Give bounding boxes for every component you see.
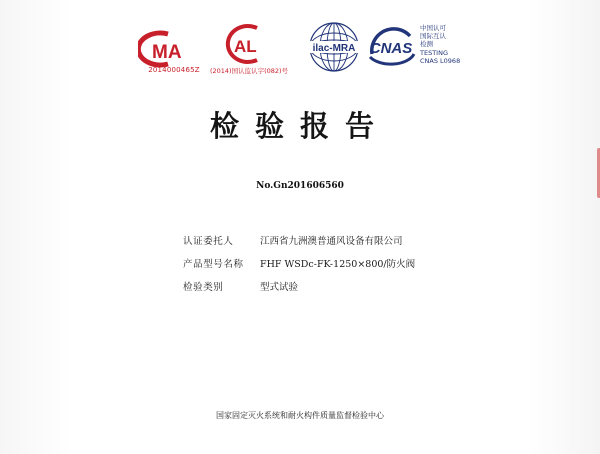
ilac-mra-logo bbox=[306, 20, 362, 74]
field-client bbox=[183, 233, 403, 247]
field-inspection-type bbox=[183, 279, 298, 293]
cnas-logo-mark: CNAS bbox=[369, 40, 413, 57]
cnas-line: 国际互认 bbox=[420, 32, 446, 41]
report-title: 检验报告 bbox=[209, 109, 390, 143]
field-value: 型式试验 bbox=[260, 282, 299, 293]
field-value: FHF WSDc-FK-1250×800/防火阀 bbox=[260, 259, 416, 270]
field-label: 认证委托人 bbox=[183, 236, 234, 247]
field-label: 检验类别 bbox=[183, 282, 224, 293]
cal-logo bbox=[223, 24, 275, 64]
report-number: No.Gn201606560 bbox=[256, 181, 344, 191]
field-label: 产品型号名称 bbox=[183, 259, 244, 270]
cnas-line: TESTING bbox=[420, 48, 448, 57]
field-value: 江西省九洲澳普通风设备有限公司 bbox=[260, 236, 403, 247]
cnas-line: 中国认可 bbox=[420, 24, 446, 32]
cal-code: (2014)国认监认字(082)号 bbox=[209, 67, 289, 75]
cnas-logo bbox=[364, 24, 418, 68]
cma-logo bbox=[138, 30, 208, 82]
cnas-accreditation-text bbox=[420, 24, 500, 65]
cnas-line: CNAS L0968 bbox=[420, 56, 461, 65]
ilac-mra-logo-mark: ilac-MRA bbox=[312, 43, 356, 54]
cma-logo-mark: MA bbox=[152, 42, 182, 63]
issuer-name: 国家固定灭火系统和耐火构件质量监督检验中心 bbox=[216, 411, 384, 420]
cal-logo-mark: AL bbox=[234, 37, 257, 56]
field-product-model bbox=[183, 256, 415, 270]
cnas-line: 检测 bbox=[420, 40, 433, 49]
cma-code: 2014000465Z bbox=[148, 66, 200, 74]
